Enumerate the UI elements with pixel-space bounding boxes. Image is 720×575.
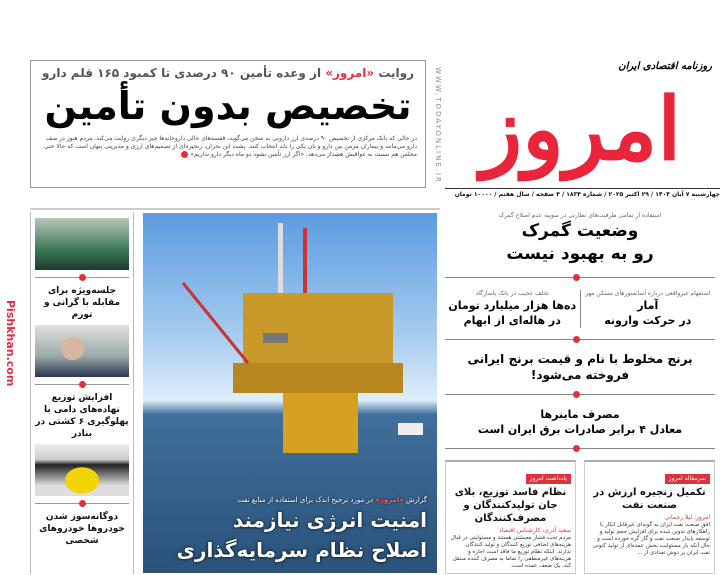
tagline: روزنامه اقتصادی ایران — [618, 61, 712, 72]
story3-kicker: تخلف عجیب در بانک پاسارگاد — [475, 289, 549, 297]
sidebar — [30, 212, 134, 574]
lead-kicker — [39, 65, 417, 81]
sidebar-item-3[interactable]: دوگانه‌سوز شدن خودروها خودروهای شخصی — [39, 512, 125, 546]
divider — [445, 448, 715, 449]
story3[interactable] — [445, 290, 580, 328]
page-ref-icon — [181, 151, 188, 158]
opinion-row — [445, 460, 715, 574]
page-ref-icon — [79, 500, 86, 507]
lead-story[interactable] — [30, 60, 426, 188]
website-url: WWW.TODAYONLINE.IR — [434, 66, 442, 184]
caption-brand: «امروز» — [375, 496, 404, 504]
divider — [35, 384, 129, 385]
right-column — [445, 212, 715, 574]
note-box[interactable] — [445, 460, 576, 574]
lead-text: در حالی که بانک مرکزی از تخصیص ۹۰ درصدی ارز دارویی به سخن می‌گوید، قفسه‌های خالی داروخانه‌ها چیز دیگری روایت می‌کند. مردم هنوز در صف دارو می‌مانند و بیماران مزمن بین دارو و نان یکی را باید انتخاب کنند. پشت این بحران، زنجیره‌ای از تصمیم‌های ارزی و مدیریتی پنهان است که حالا حتی مجلس هم نسبت به عواقبش هشدار می‌دهد: «اگر ارز تأمین نشود دو ماه دیگر دارو نداریم» — [44, 135, 417, 158]
divider — [35, 277, 129, 278]
story2-kicker: استفهام غیرواقعی درباره آسانسورهای مسکن مهر — [585, 289, 711, 297]
divider — [30, 208, 440, 210]
story4-headline[interactable] — [445, 351, 715, 383]
parliament-photo — [35, 218, 129, 270]
sidebar-item-2[interactable]: افزایش توزیع نهاده‌های دامی با پهلوگیری ۶ کشتی در بنادر — [35, 393, 129, 439]
story5-headline[interactable] — [445, 407, 715, 437]
photo-text-block — [153, 495, 427, 565]
headline-line: مصرف ماینرها — [540, 407, 620, 421]
note-body: مردم تحت فشار معیشتی هستند و مسئولیتی در قبال هزینه‌های اضافی توزیع کنندگان و تولید کنندگان ندارند. اینکه نظام توزیع ما فاقد است اجاره و هزینه‌های غیرمنطقی را تماما به مصرف کننده منتقل کند، یک ضعف عمده است. — [450, 535, 571, 569]
headline-line: ده‌ها هزار میلیارد تومان — [448, 298, 577, 312]
page-ref-icon — [573, 391, 580, 398]
photo-headline[interactable] — [153, 505, 427, 565]
photo-headline-line1: امنیت انرژی نیازمند — [232, 508, 427, 532]
headline-line: در حرکت وارونه — [604, 313, 692, 327]
divider — [35, 503, 129, 504]
watermark: Pishkhan.com — [4, 300, 17, 387]
note-author: سعید آذری، کارشناس اقتصاد — [498, 527, 571, 534]
kicker-pre: روایت — [374, 66, 415, 80]
oil-platform-photo[interactable] — [143, 213, 437, 573]
headline-line: برنج مخلوط با نام و قیمت برنج ایرانی — [467, 352, 693, 366]
photo-headline-line2: اصلاح نظام سرمایه‌گذاری — [176, 538, 427, 562]
car-cng-tank-photo — [35, 444, 129, 496]
editorial-box[interactable] — [584, 460, 715, 574]
sidebar-item-1[interactable]: جلسه‌ویژه برای مقابله با گرانی و تورم — [43, 286, 121, 320]
story3-headline[interactable] — [448, 298, 577, 328]
caption-pre: گزارش — [403, 496, 427, 504]
page-ref-icon — [573, 445, 580, 452]
caption-post: در مورد ترجیح اندک برای استفاده از منابع نفت — [237, 496, 376, 504]
kicker-brand: «امروز» — [325, 66, 375, 80]
divider — [580, 290, 581, 328]
photo-caption — [153, 495, 427, 505]
dateline: چهارشنبه ۷ آبان ۱۴۰۴ / ۲۹ اکتبر ۲۰۲۵ / شماره ۱۸۳۴ / ۴ صفحه / سال هفتم / ۱۰۰۰۰ تومان — [445, 188, 720, 199]
headline-line: فروخته می‌شود! — [530, 368, 630, 382]
headline-line: معادل ۴ برابر صادرات برق ایران است — [477, 422, 683, 436]
note-headline[interactable]: نظام فاسد توزیع، بلای جان تولیدکنندگان و مصرف‌کنندگان — [454, 487, 567, 524]
divider — [445, 394, 715, 395]
editorial-headline[interactable]: تکمیل زنجیره ارزش در صنعت نفت — [593, 487, 706, 511]
lead-body — [39, 135, 417, 159]
official-portrait-photo — [35, 325, 129, 377]
story1-headline[interactable] — [445, 220, 715, 266]
story1[interactable] — [445, 212, 715, 266]
headline-line: رو به بهبود نیست — [506, 244, 654, 264]
note-tag: یادداشت امروز — [526, 474, 571, 484]
story2[interactable] — [581, 290, 716, 328]
editorial-author: امروز: لیلا رحمانی — [664, 514, 710, 521]
two-story-row — [445, 290, 715, 328]
kicker-post: از وعده تأمین ۹۰ درصدی تا کمبود ۱۶۵ قلم دارو — [41, 66, 326, 80]
page-ref-icon — [79, 274, 86, 281]
page-ref-icon — [79, 381, 86, 388]
editorial-body: افق صنعت نفت ایران به گونه‌ای غیرقابل انکار با راهکارهای تدوین شده برای افزایش حجم تولید و توسعه پایدار صنعت نفت و گاز گره خورده است و حال آنکه بار مسئولیت بخش عمده‌ای از تولید کنونی نفت ایران بر دوش تعدادی از ... — [592, 522, 710, 556]
story1-kicker: استفاده از تمامی ظرفیت‌های نظارتی در سوییه عدم اصلاح گمرک — [498, 212, 662, 219]
page-ref-icon — [573, 336, 580, 343]
divider — [445, 277, 715, 278]
lead-headline[interactable]: تخصیص بدون تأمین — [44, 84, 412, 128]
newspaper-logo: امروز — [480, 79, 682, 180]
headline-line: وضعیت گمرک — [521, 221, 639, 241]
editorial-tag: سرمقاله امروز — [665, 474, 710, 484]
page-ref-icon — [573, 274, 580, 281]
divider — [445, 339, 715, 340]
story2-headline[interactable] — [584, 298, 713, 328]
headline-line: در هاله‌ای از ابهام — [463, 313, 561, 327]
headline-line: آمار — [637, 298, 659, 312]
